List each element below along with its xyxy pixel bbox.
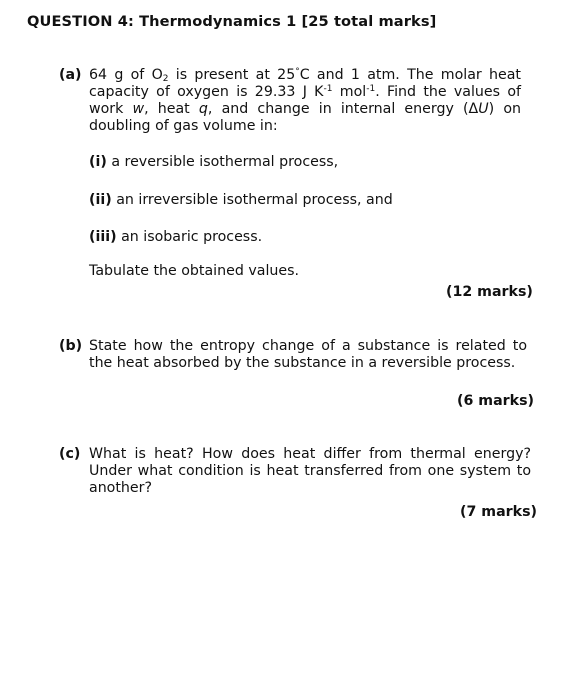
part-c-label: (c) <box>59 446 81 462</box>
part-a-marks: (12 marks) <box>446 284 533 300</box>
part-a-item-i: (i) a reversible isothermal process, <box>89 154 339 170</box>
part-b-marks: (6 marks) <box>457 393 535 409</box>
part-a-item-iii: (iii) an isobaric process. <box>89 229 263 245</box>
part-c-text: What is heat? How does heat differ from thermal energy? Under what condition is heat transferred from one system to another? <box>89 446 531 496</box>
part-c-marks: (7 marks) <box>460 504 538 520</box>
part-a-item-ii: (ii) an irreversible isothermal process, and <box>89 192 393 208</box>
part-b-text: State how the entropy change of a substance is related to the heat absorbed by the substance in a reversible process. <box>89 338 527 371</box>
part-a-text: 64 g of $O_2$ is present at 25°C and 1 atm. The molar heat capacity of oxygen is 29.33 J $K^{-1}$ mol$^{-1}$. Find the values of work w, heat q, and change in internal energy (ΔU) on doubling of gas volume in: <box>89 67 522 134</box>
question-title: QUESTION 4: Thermodynamics 1 [25 total marks] <box>27 13 437 30</box>
part-a-label: (a) <box>59 67 82 83</box>
part-b-label: (b) <box>59 338 83 354</box>
part-a-tabulate: Tabulate the obtained values. <box>89 263 300 279</box>
